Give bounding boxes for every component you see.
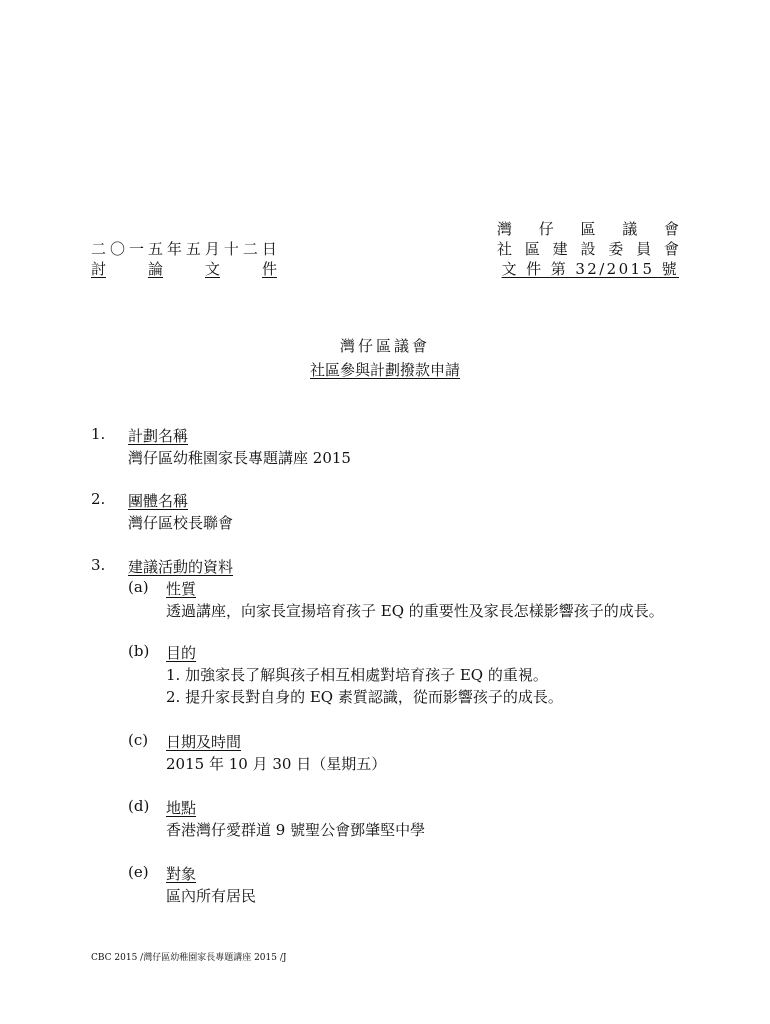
- header-char: 二: [91, 240, 107, 258]
- header-char: 十: [223, 240, 239, 258]
- header-char: 員: [636, 240, 652, 258]
- subsection-a-text: 透過講座，向家長宣揚培育孩子 EQ 的重要性及家長怎樣影響孩子的成長。: [166, 602, 664, 620]
- subsection-b-item-2: 2. 提升家長對自身的 EQ 素質認識，從而影響孩子的成長。: [166, 688, 563, 706]
- header-committee-name: [497, 238, 679, 259]
- header-paper-number: 文 件 第 32/2015 號: [501, 260, 679, 278]
- header-char: 文: [204, 260, 220, 278]
- subsection-e-heading: 對象: [166, 865, 197, 883]
- subsection-d-text: 香港灣仔愛群道 9 號聖公會鄧肇堅中學: [166, 821, 426, 839]
- page-footer: CBC 2015 /灣仔區幼稚園家長專題講座 2015 /J: [91, 953, 287, 963]
- section-1-heading: 計劃名稱: [128, 427, 189, 445]
- header-discussion-paper: [91, 258, 277, 279]
- header-char: 二: [242, 240, 258, 258]
- subsection-b-heading: 目的: [166, 644, 197, 662]
- header-char: 會: [663, 240, 679, 258]
- document-title: 灣仔區議會: [339, 337, 430, 355]
- subsection-c-label: (c): [128, 731, 149, 749]
- header-char: 月: [204, 240, 220, 258]
- subsection-d-label: (d): [128, 797, 150, 815]
- header-char: 區: [580, 220, 596, 238]
- header-council-name: [497, 218, 679, 239]
- header-char: 灣: [497, 220, 513, 238]
- section-3-heading: 建議活動的資料: [128, 558, 234, 576]
- section-2-text: 灣仔區校長聯會: [128, 514, 234, 532]
- subsection-a-label: (a): [128, 578, 149, 596]
- header-char: 五: [185, 240, 201, 258]
- header-char: 〇: [109, 240, 125, 258]
- header-char: 社: [497, 240, 513, 258]
- header-char: 年: [166, 240, 182, 258]
- header-char: 區: [524, 240, 540, 258]
- section-1-text: 灣仔區幼稚園家長專題講座 2015: [128, 449, 351, 467]
- header-char: 討: [91, 260, 107, 278]
- document-subtitle: 社區參與計劃撥款申請: [309, 361, 460, 379]
- header-char: 件: [261, 260, 277, 278]
- header-char: 仔: [538, 220, 554, 238]
- header-char: 一: [128, 240, 144, 258]
- subsection-d-heading: 地點: [166, 799, 197, 817]
- header-char: 議: [622, 220, 638, 238]
- subsection-b-item-1: 1. 加強家長了解與孩子相互相處對培育孩子 EQ 的重視。: [166, 666, 548, 684]
- subsection-c-text: 2015 年 10 月 30 日（星期五）: [166, 755, 387, 773]
- section-2-number: 2.: [91, 490, 106, 508]
- section-1-number: 1.: [91, 425, 106, 443]
- section-3-number: 3.: [91, 556, 106, 574]
- header-char: 設: [580, 240, 596, 258]
- subsection-e-label: (e): [128, 863, 149, 881]
- section-2-heading: 團體名稱: [128, 492, 189, 510]
- header-char: 委: [608, 240, 624, 258]
- header-char: 建: [552, 240, 568, 258]
- subsection-b-label: (b): [128, 642, 150, 660]
- subsection-a-heading: 性質: [166, 580, 197, 598]
- header-char: 論: [147, 260, 163, 278]
- subsection-c-heading: 日期及時間: [166, 733, 242, 751]
- header-date: [91, 238, 277, 259]
- header-char: 會: [663, 220, 679, 238]
- subsection-e-text: 區內所有居民: [166, 887, 257, 905]
- header-char: 五: [147, 240, 163, 258]
- header-char: 日: [261, 240, 277, 258]
